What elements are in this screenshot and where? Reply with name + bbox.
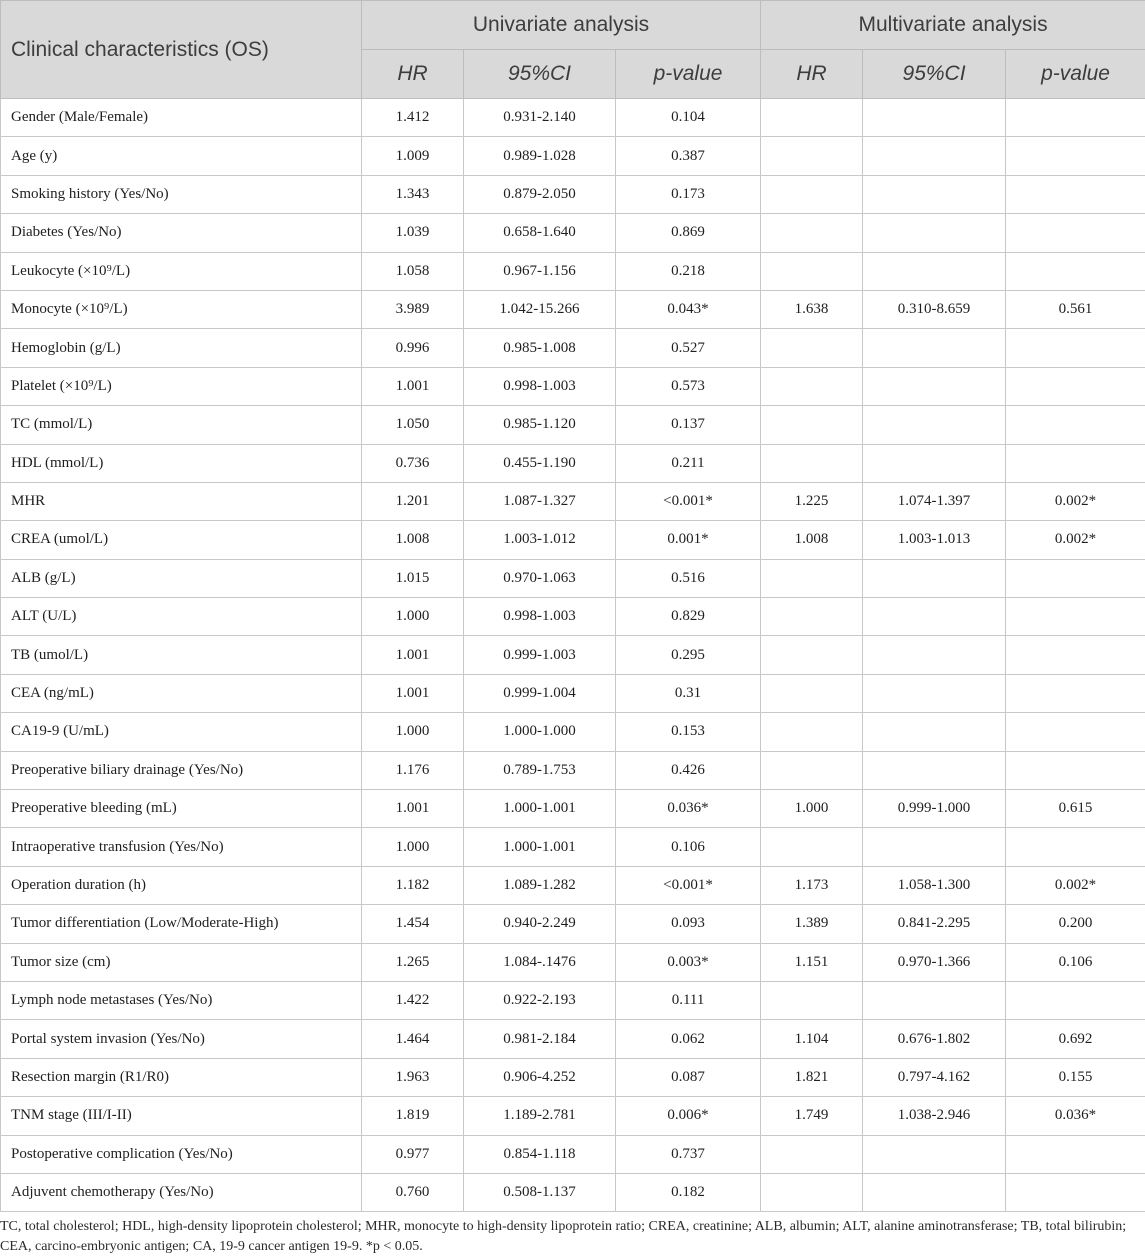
row-label: Hemoglobin (g/L) <box>1 329 362 367</box>
univariate-ci: 0.967-1.156 <box>464 252 616 290</box>
univariate-p: 0.153 <box>616 713 761 751</box>
univariate-hr: 1.422 <box>362 981 464 1019</box>
univariate-hr: 1.009 <box>362 137 464 175</box>
table-row <box>1 137 1145 175</box>
multivariate-hr: 1.000 <box>761 790 863 828</box>
univariate-hr: 1.819 <box>362 1097 464 1135</box>
multivariate-p: 0.615 <box>1006 790 1145 828</box>
univariate-hr: 1.000 <box>362 598 464 636</box>
row-label: TB (umol/L) <box>1 636 362 674</box>
univariate-ci: 0.455-1.190 <box>464 444 616 482</box>
multivariate-hr <box>761 137 863 175</box>
multivariate-hr <box>761 175 863 213</box>
univariate-hr: 1.001 <box>362 790 464 828</box>
univariate-ci: 0.985-1.008 <box>464 329 616 367</box>
univariate-p: 0.087 <box>616 1058 761 1096</box>
univariate-p: 0.036* <box>616 790 761 828</box>
univariate-p: 0.573 <box>616 367 761 405</box>
table-row <box>1 828 1145 866</box>
multivariate-ci: 1.074-1.397 <box>863 482 1006 520</box>
multivariate-hr <box>761 406 863 444</box>
univariate-hr: 1.454 <box>362 905 464 943</box>
univariate-p: 0.295 <box>616 636 761 674</box>
row-label: TC (mmol/L) <box>1 406 362 444</box>
univariate-p: 0.006* <box>616 1097 761 1135</box>
multivariate-ci <box>863 598 1006 636</box>
univariate-ci: 1.000-1.001 <box>464 790 616 828</box>
multivariate-hr <box>761 367 863 405</box>
multivariate-ci <box>863 1173 1006 1211</box>
multivariate-p <box>1006 751 1145 789</box>
multivariate-p <box>1006 1135 1145 1173</box>
univariate-p: <0.001* <box>616 866 761 904</box>
univariate-hr: 1.058 <box>362 252 464 290</box>
multivariate-hr: 1.104 <box>761 1020 863 1058</box>
multivariate-ci <box>863 367 1006 405</box>
table-row <box>1 981 1145 1019</box>
univariate-ci: 0.940-2.249 <box>464 905 616 943</box>
multivariate-p: 0.002* <box>1006 521 1145 559</box>
univariate-ci: 0.999-1.004 <box>464 674 616 712</box>
univariate-ci: 1.000-1.001 <box>464 828 616 866</box>
row-label: Resection margin (R1/R0) <box>1 1058 362 1096</box>
multivariate-hr <box>761 329 863 367</box>
multivariate-ci <box>863 636 1006 674</box>
univariate-ci: 0.931-2.140 <box>464 99 616 137</box>
multivariate-p <box>1006 99 1145 137</box>
table-row <box>1 1020 1145 1058</box>
multivariate-hr: 1.008 <box>761 521 863 559</box>
multivariate-p <box>1006 598 1145 636</box>
table-row <box>1 636 1145 674</box>
univariate-ci: 0.854-1.118 <box>464 1135 616 1173</box>
univariate-p: 0.182 <box>616 1173 761 1211</box>
table-row <box>1 482 1145 520</box>
univariate-ci: 0.999-1.003 <box>464 636 616 674</box>
multivariate-ci: 0.999-1.000 <box>863 790 1006 828</box>
multivariate-ci <box>863 329 1006 367</box>
univariate-p: 0.31 <box>616 674 761 712</box>
multivariate-ci <box>863 1135 1006 1173</box>
row-label: Age (y) <box>1 137 362 175</box>
row-label: Portal system invasion (Yes/No) <box>1 1020 362 1058</box>
table-row <box>1 214 1145 252</box>
row-label: TNM stage (III/I-II) <box>1 1097 362 1135</box>
multivariate-p <box>1006 1173 1145 1211</box>
header-multivariate-p: p-value <box>1006 50 1145 99</box>
multivariate-hr <box>761 713 863 751</box>
multivariate-ci: 0.310-8.659 <box>863 290 1006 328</box>
row-label: Tumor differentiation (Low/Moderate-High) <box>1 905 362 943</box>
multivariate-p: 0.002* <box>1006 482 1145 520</box>
table-row <box>1 252 1145 290</box>
multivariate-hr <box>761 598 863 636</box>
multivariate-hr <box>761 751 863 789</box>
multivariate-hr <box>761 99 863 137</box>
univariate-ci: 1.089-1.282 <box>464 866 616 904</box>
multivariate-ci: 1.038-2.946 <box>863 1097 1006 1135</box>
univariate-ci: 1.042-15.266 <box>464 290 616 328</box>
multivariate-p <box>1006 713 1145 751</box>
univariate-p: 0.211 <box>616 444 761 482</box>
row-label: Adjuvent chemotherapy (Yes/No) <box>1 1173 362 1211</box>
table-row <box>1 905 1145 943</box>
row-label: MHR <box>1 482 362 520</box>
univariate-hr: 0.760 <box>362 1173 464 1211</box>
row-label: Diabetes (Yes/No) <box>1 214 362 252</box>
univariate-p: 0.527 <box>616 329 761 367</box>
univariate-p: 0.104 <box>616 99 761 137</box>
univariate-p: <0.001* <box>616 482 761 520</box>
multivariate-ci: 0.676-1.802 <box>863 1020 1006 1058</box>
row-label: HDL (mmol/L) <box>1 444 362 482</box>
multivariate-p: 0.561 <box>1006 290 1145 328</box>
multivariate-p <box>1006 674 1145 712</box>
univariate-p: 0.516 <box>616 559 761 597</box>
table-row <box>1 713 1145 751</box>
univariate-hr: 1.001 <box>362 367 464 405</box>
row-label: Platelet (×10⁹/L) <box>1 367 362 405</box>
univariate-p: 0.001* <box>616 521 761 559</box>
univariate-ci: 1.084-.1476 <box>464 943 616 981</box>
univariate-p: 0.062 <box>616 1020 761 1058</box>
univariate-p: 0.737 <box>616 1135 761 1173</box>
univariate-hr: 3.989 <box>362 290 464 328</box>
univariate-hr: 1.015 <box>362 559 464 597</box>
multivariate-ci <box>863 99 1006 137</box>
row-label: CEA (ng/mL) <box>1 674 362 712</box>
table-row <box>1 674 1145 712</box>
table-row <box>1 559 1145 597</box>
multivariate-ci <box>863 713 1006 751</box>
row-label: CA19-9 (U/mL) <box>1 713 362 751</box>
multivariate-p: 0.002* <box>1006 866 1145 904</box>
univariate-ci: 0.879-2.050 <box>464 175 616 213</box>
univariate-hr: 1.008 <box>362 521 464 559</box>
multivariate-ci <box>863 981 1006 1019</box>
univariate-ci: 1.189-2.781 <box>464 1097 616 1135</box>
univariate-ci: 0.998-1.003 <box>464 367 616 405</box>
multivariate-ci <box>863 559 1006 597</box>
multivariate-hr <box>761 444 863 482</box>
univariate-p: 0.093 <box>616 905 761 943</box>
univariate-ci: 0.981-2.184 <box>464 1020 616 1058</box>
multivariate-hr <box>761 214 863 252</box>
header-multivariate-ci: 95%CI <box>863 50 1006 99</box>
univariate-hr: 1.176 <box>362 751 464 789</box>
table-row <box>1 329 1145 367</box>
multivariate-p <box>1006 214 1145 252</box>
multivariate-p: 0.155 <box>1006 1058 1145 1096</box>
univariate-ci: 0.970-1.063 <box>464 559 616 597</box>
multivariate-p <box>1006 137 1145 175</box>
univariate-p: 0.111 <box>616 981 761 1019</box>
univariate-ci: 0.508-1.137 <box>464 1173 616 1211</box>
multivariate-hr: 1.225 <box>761 482 863 520</box>
table-row <box>1 1173 1145 1211</box>
table-row <box>1 598 1145 636</box>
multivariate-hr <box>761 1173 863 1211</box>
multivariate-ci: 0.841-2.295 <box>863 905 1006 943</box>
table-row <box>1 943 1145 981</box>
univariate-ci: 1.003-1.012 <box>464 521 616 559</box>
row-label: Preoperative bleeding (mL) <box>1 790 362 828</box>
table-row <box>1 790 1145 828</box>
univariate-ci: 0.658-1.640 <box>464 214 616 252</box>
univariate-hr: 1.000 <box>362 828 464 866</box>
multivariate-p <box>1006 828 1145 866</box>
header-clinical-characteristics: Clinical characteristics (OS) <box>1 1 362 99</box>
univariate-ci: 0.922-2.193 <box>464 981 616 1019</box>
multivariate-hr <box>761 636 863 674</box>
row-label: Leukocyte (×10⁹/L) <box>1 252 362 290</box>
multivariate-p <box>1006 406 1145 444</box>
multivariate-ci: 0.797-4.162 <box>863 1058 1006 1096</box>
univariate-hr: 1.000 <box>362 713 464 751</box>
table-row <box>1 1135 1145 1173</box>
multivariate-ci <box>863 406 1006 444</box>
multivariate-p <box>1006 559 1145 597</box>
univariate-ci: 0.998-1.003 <box>464 598 616 636</box>
univariate-hr: 1.201 <box>362 482 464 520</box>
row-label: Monocyte (×10⁹/L) <box>1 290 362 328</box>
multivariate-hr <box>761 674 863 712</box>
univariate-hr: 1.050 <box>362 406 464 444</box>
table-header <box>1 1 1145 99</box>
table-footnote: TC, total cholesterol; HDL, high-density lipoprotein cholesterol; MHR, monocyte to high-density lipoprotein ratio; CREA, creatinine; ALB, albumin; ALT, alanine aminotransferase; TB, total bilirubin; CEA, carcino-embryonic antigen; CA, 19-9 cancer antigen 19-9. *p < 0.05. <box>0 1219 1127 1254</box>
multivariate-hr <box>761 1135 863 1173</box>
univariate-p: 0.829 <box>616 598 761 636</box>
row-label: Postoperative complication (Yes/No) <box>1 1135 362 1173</box>
multivariate-p <box>1006 329 1145 367</box>
multivariate-ci <box>863 444 1006 482</box>
univariate-hr: 1.343 <box>362 175 464 213</box>
header-univariate-p: p-value <box>616 50 761 99</box>
univariate-ci: 0.906-4.252 <box>464 1058 616 1096</box>
row-label: Preoperative biliary drainage (Yes/No) <box>1 751 362 789</box>
row-label: Operation duration (h) <box>1 866 362 904</box>
univariate-p: 0.003* <box>616 943 761 981</box>
univariate-ci: 0.985-1.120 <box>464 406 616 444</box>
multivariate-hr <box>761 559 863 597</box>
multivariate-ci <box>863 137 1006 175</box>
univariate-hr: 1.963 <box>362 1058 464 1096</box>
univariate-hr: 1.464 <box>362 1020 464 1058</box>
multivariate-p <box>1006 636 1145 674</box>
multivariate-ci: 1.058-1.300 <box>863 866 1006 904</box>
multivariate-p <box>1006 444 1145 482</box>
univariate-p: 0.173 <box>616 175 761 213</box>
table-row <box>1 444 1145 482</box>
multivariate-p <box>1006 252 1145 290</box>
multivariate-hr <box>761 828 863 866</box>
multivariate-ci: 1.003-1.013 <box>863 521 1006 559</box>
header-univariate-ci: 95%CI <box>464 50 616 99</box>
multivariate-ci <box>863 175 1006 213</box>
multivariate-ci <box>863 252 1006 290</box>
row-label: ALT (U/L) <box>1 598 362 636</box>
univariate-p: 0.387 <box>616 137 761 175</box>
row-label: Tumor size (cm) <box>1 943 362 981</box>
table-row <box>1 175 1145 213</box>
row-label: Smoking history (Yes/No) <box>1 175 362 213</box>
univariate-hr: 1.001 <box>362 636 464 674</box>
multivariate-ci <box>863 214 1006 252</box>
multivariate-hr: 1.638 <box>761 290 863 328</box>
univariate-hr: 1.265 <box>362 943 464 981</box>
univariate-hr: 1.039 <box>362 214 464 252</box>
univariate-hr: 1.001 <box>362 674 464 712</box>
table-row <box>1 1097 1145 1135</box>
table-row <box>1 99 1145 137</box>
multivariate-hr <box>761 981 863 1019</box>
univariate-p: 0.106 <box>616 828 761 866</box>
univariate-hr: 1.412 <box>362 99 464 137</box>
multivariate-p <box>1006 175 1145 213</box>
table-row <box>1 866 1145 904</box>
univariate-hr: 1.182 <box>362 866 464 904</box>
table-row <box>1 406 1145 444</box>
multivariate-p: 0.200 <box>1006 905 1145 943</box>
multivariate-p <box>1006 367 1145 405</box>
multivariate-hr: 1.173 <box>761 866 863 904</box>
header-univariate-hr: HR <box>362 50 464 99</box>
multivariate-hr <box>761 252 863 290</box>
multivariate-p <box>1006 981 1145 1019</box>
row-label: ALB (g/L) <box>1 559 362 597</box>
univariate-hr: 0.996 <box>362 329 464 367</box>
univariate-hr: 0.736 <box>362 444 464 482</box>
univariate-ci: 1.000-1.000 <box>464 713 616 751</box>
row-label: Intraoperative transfusion (Yes/No) <box>1 828 362 866</box>
multivariate-ci <box>863 674 1006 712</box>
univariate-hr: 0.977 <box>362 1135 464 1173</box>
multivariate-ci: 0.970-1.366 <box>863 943 1006 981</box>
table-row <box>1 290 1145 328</box>
header-multivariate-analysis: Multivariate analysis <box>761 1 1145 50</box>
row-label: Gender (Male/Female) <box>1 99 362 137</box>
multivariate-hr: 1.821 <box>761 1058 863 1096</box>
table-row <box>1 367 1145 405</box>
multivariate-ci <box>863 751 1006 789</box>
univariate-ci: 1.087-1.327 <box>464 482 616 520</box>
multivariate-hr: 1.151 <box>761 943 863 981</box>
multivariate-p: 0.692 <box>1006 1020 1145 1058</box>
multivariate-p: 0.036* <box>1006 1097 1145 1135</box>
row-label: CREA (umol/L) <box>1 521 362 559</box>
multivariate-hr: 1.749 <box>761 1097 863 1135</box>
table-body <box>1 99 1145 1212</box>
multivariate-hr: 1.389 <box>761 905 863 943</box>
table-row <box>1 1058 1145 1096</box>
univariate-ci: 0.989-1.028 <box>464 137 616 175</box>
header-univariate-analysis: Univariate analysis <box>362 1 761 50</box>
table-row <box>1 751 1145 789</box>
univariate-p: 0.218 <box>616 252 761 290</box>
multivariate-p: 0.106 <box>1006 943 1145 981</box>
table-row <box>1 521 1145 559</box>
row-label: Lymph node metastases (Yes/No) <box>1 981 362 1019</box>
univariate-p: 0.043* <box>616 290 761 328</box>
univariate-p: 0.869 <box>616 214 761 252</box>
univariate-p: 0.426 <box>616 751 761 789</box>
univariate-ci: 0.789-1.753 <box>464 751 616 789</box>
univariate-p: 0.137 <box>616 406 761 444</box>
header-row-groups <box>1 1 1145 50</box>
multivariate-ci <box>863 828 1006 866</box>
header-multivariate-hr: HR <box>761 50 863 99</box>
